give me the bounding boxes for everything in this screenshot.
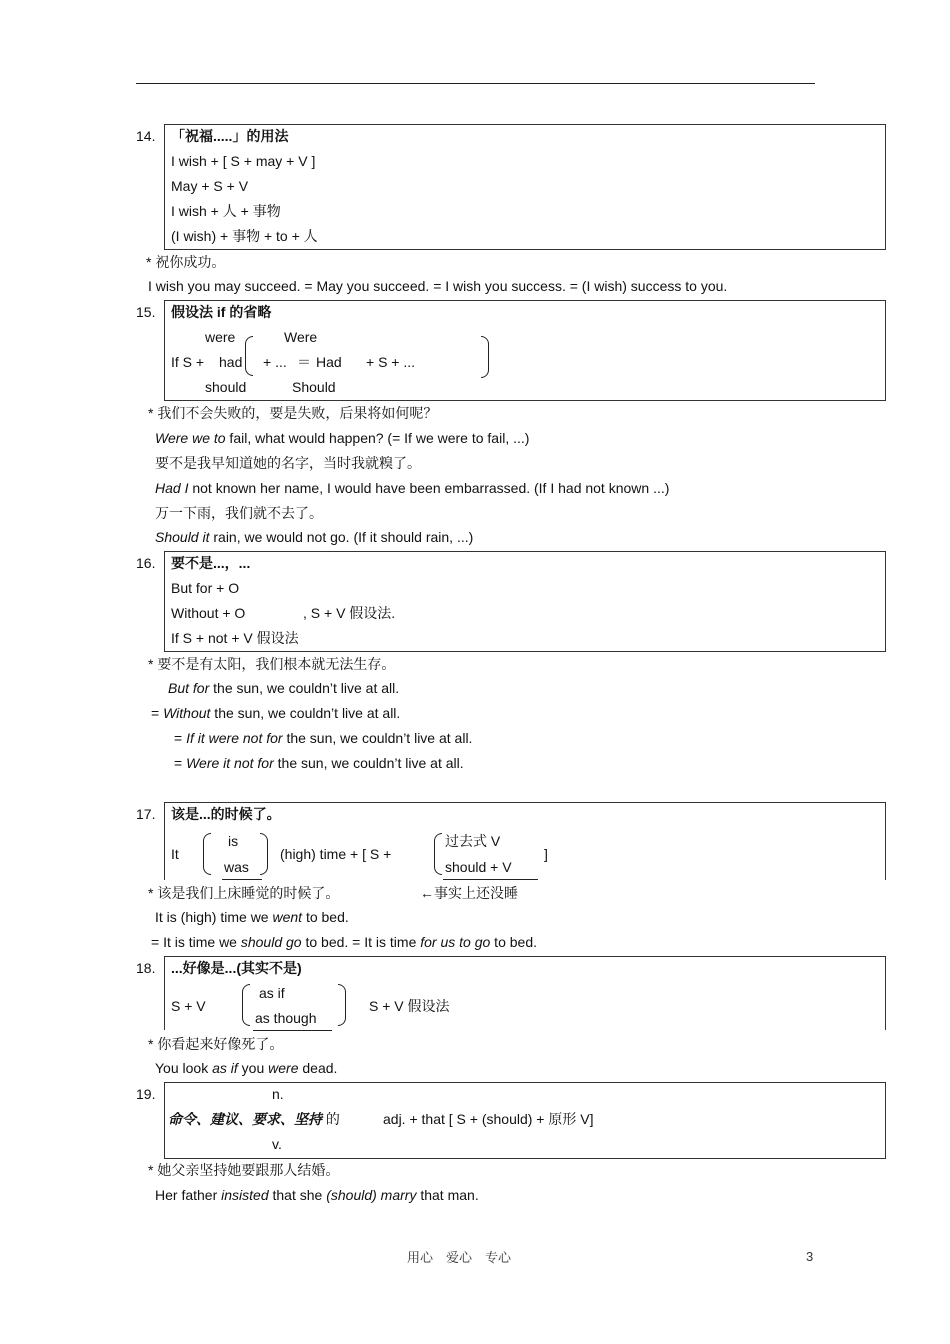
rule-title: 「祝福.....」的用法 xyxy=(171,128,289,144)
example-en: You look as if you were dead. xyxy=(155,1060,338,1076)
example-en: = It is time we should go to bed. = It is time for us to go to bed. xyxy=(151,934,537,950)
page-footer: 用心 爱心 专心 xyxy=(407,1250,512,1265)
example-zh: * 祝你成功。 xyxy=(146,254,226,270)
rule-line: 命令、建议、要求、坚持 的 xyxy=(168,1111,340,1127)
right-brace xyxy=(481,336,489,378)
formula-word: was xyxy=(224,859,249,875)
formula-word: 过去式 V xyxy=(445,833,501,849)
formula-word: Had xyxy=(316,354,342,370)
rule-line: I wish + 人 + 事物 xyxy=(171,203,281,219)
formula-word: is xyxy=(228,833,239,849)
item-number: 17. xyxy=(136,806,156,822)
example-zh: 万一下雨，我们就不去了。 xyxy=(155,505,323,521)
formula-word: S + V 假设法 xyxy=(369,998,450,1014)
rule-line: But for + O xyxy=(171,580,240,596)
item-number: 18. xyxy=(136,960,156,976)
formula-word: v. xyxy=(272,1136,282,1152)
left-brace xyxy=(242,984,250,1026)
formula-word: ] xyxy=(544,846,548,862)
rule-line: If S + not + V 假设法 xyxy=(171,630,299,646)
formula-word: as if xyxy=(259,985,285,1001)
left-brace xyxy=(245,336,253,376)
example-en: Her father insisted that she (should) marry that man. xyxy=(155,1187,479,1203)
formula-word: + ... xyxy=(263,354,287,370)
example-zh: 要不是我早知道她的名字，当时我就糗了。 xyxy=(155,455,421,471)
page-number: 3 xyxy=(806,1249,814,1264)
rule-line: I wish + [ S + may + V ] xyxy=(171,153,316,169)
formula-word: as though xyxy=(255,1010,317,1026)
formula-word: Should xyxy=(292,379,336,395)
formula-word: ＝ xyxy=(297,354,311,370)
left-brace xyxy=(434,833,442,875)
example-zh: * 该是我们上床睡觉的时候了。 xyxy=(148,885,340,901)
example-en: = Without the sun, we couldn’t live at all. xyxy=(151,705,401,721)
example-en: But for the sun, we couldn’t live at all. xyxy=(168,680,400,696)
rule-line: adj. + that [ S + (should) + 原形 V] xyxy=(383,1111,594,1127)
right-brace xyxy=(260,833,268,875)
example-en: = Were it not for the sun, we couldn’t live at all. xyxy=(174,755,464,771)
rule-box-15 xyxy=(164,300,886,401)
item-number: 19. xyxy=(136,1086,156,1102)
right-brace xyxy=(338,984,346,1026)
formula-word: had xyxy=(219,354,243,370)
example-en: I wish you may succeed. = May you succeed. = I wish you success. = (I wish) success to you. xyxy=(148,278,728,294)
example-zh: * 我们不会失败的，要是失败，后果将如何呢？ xyxy=(148,405,438,421)
rule-title: 假设法 if 的省略 xyxy=(171,304,272,320)
rule-line: May + S + V xyxy=(171,178,249,194)
formula-word: n. xyxy=(272,1086,284,1102)
example-en: Should it rain, we would not go. (If it should rain, ...) xyxy=(155,529,474,545)
item-number: 14. xyxy=(136,128,156,144)
rule-title: ...好像是...(其实不是) xyxy=(171,960,302,976)
example-zh: * 要不是有太阳，我们根本就无法生存。 xyxy=(148,656,396,672)
formula-word: If S + xyxy=(171,354,205,370)
underline xyxy=(222,879,262,880)
annotation-arrow: ←事实上还没睡 xyxy=(420,885,518,901)
underline xyxy=(443,879,538,880)
formula-word: should + V xyxy=(445,859,512,875)
rule-line: , S + V 假设法. xyxy=(303,605,396,621)
example-en: Were we to fail, what would happen? (= If we were to fail, ...) xyxy=(155,430,530,446)
formula-word: S + V xyxy=(171,998,206,1014)
example-en: It is (high) time we went to bed. xyxy=(155,909,349,925)
item-number: 15. xyxy=(136,304,156,320)
example-zh: * 你看起来好像死了。 xyxy=(148,1036,284,1052)
formula-word: were xyxy=(205,329,236,345)
formula-word: (high) time + [ S + xyxy=(280,846,392,862)
example-en: Had I not known her name, I would have been embarrassed. (If I had not known ...) xyxy=(155,480,670,496)
rule-title: 要不是...，... xyxy=(171,555,251,571)
underline xyxy=(253,1030,332,1031)
item-number: 16. xyxy=(136,555,156,571)
formula-word: + S + ... xyxy=(366,354,416,370)
formula-word: Were xyxy=(284,329,318,345)
formula-word: It xyxy=(171,846,179,862)
header-rule xyxy=(136,83,815,84)
rule-title: 该是...的时候了。 xyxy=(171,806,281,822)
rule-line: (I wish) + 事物 + to + 人 xyxy=(171,228,318,244)
example-en: = If it were not for the sun, we couldn’t live at all. xyxy=(174,730,473,746)
left-brace xyxy=(203,833,211,875)
rule-line: Without + O xyxy=(171,605,246,621)
formula-word: should xyxy=(205,379,247,395)
example-zh: * 她父亲坚持她要跟那人结婚。 xyxy=(148,1162,340,1178)
